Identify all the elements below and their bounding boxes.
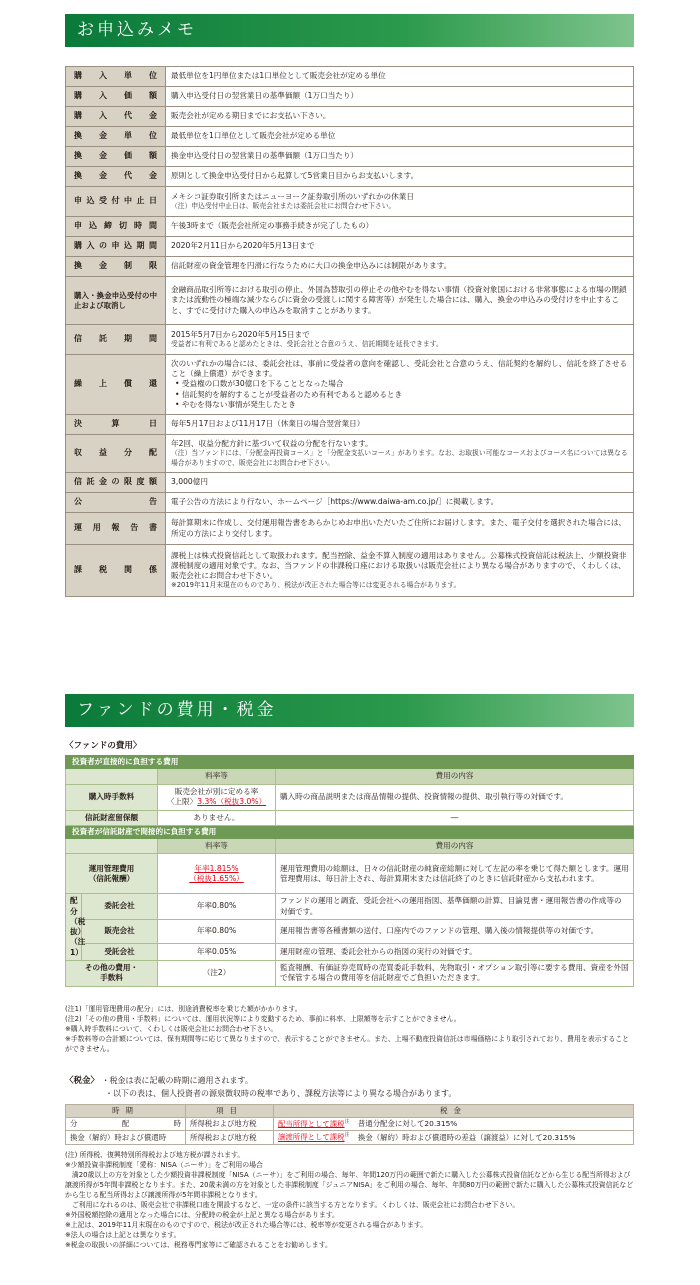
fee-col-content: 費用の内容 — [276, 769, 634, 784]
memo-row — [66, 435, 634, 473]
fee-other-rate: （注2） — [158, 960, 276, 986]
memo-row-value — [166, 435, 634, 473]
fee-purchase-label: 購入時手数料 — [66, 784, 158, 810]
fee-direct-header-row — [66, 756, 634, 769]
fee-col-header-row-2 — [66, 839, 634, 854]
memo-row-label: 課税関係 — [66, 545, 166, 597]
memo-row-label: 申込締切時間 — [66, 217, 166, 237]
fee-mgmt-rate-2: （税抜1.65%） — [189, 873, 244, 883]
fee-retention-content: ― — [276, 810, 634, 825]
memo-row — [66, 107, 634, 127]
memo-row-value — [166, 87, 634, 107]
memo-row-text: 購入申込受付日の翌営業日の基準価額（1万口当たり） — [171, 91, 359, 101]
fee-direct-header: 投資者が直接的に負担する費用 — [66, 756, 634, 769]
fee-indirect-header-row — [66, 825, 634, 838]
tax-note: ※法人の場合は上記とは異なります。 — [65, 1231, 181, 1239]
memo-row-note: （注）申込受付中止日は、販売会社または委託会社にお問合わせ下さい。 — [171, 202, 396, 211]
memo-row-value — [166, 237, 634, 257]
tax-row-1-kind: 譲渡所得として課税 — [278, 1132, 345, 1142]
memo-row — [66, 167, 634, 187]
fee-col-content-2: 費用の内容 — [276, 839, 634, 854]
memo-row — [66, 187, 634, 217]
memo-row-text: 次のいずれかの場合には、委託会社は、事前に受益者の意向を確認し、受託会社と合意のうえ、信託契約を解約し、信託を終了させること（繰上償還）ができます。 — [171, 358, 628, 379]
memo-row — [66, 217, 634, 237]
memo-row-text: 年2回、収益分配方針に基づいて収益の分配を行ないます。 — [171, 439, 373, 449]
tax-label: 〈税金〉 — [65, 1076, 100, 1086]
tax-row-1-item: 所得税および地方税 — [186, 1131, 274, 1144]
fee-alloc-0-content: ファンドの運用と調査、受託会社への運用指図、基準価額の計算、目論見書・運用報告書の作成等の対価です。 — [276, 894, 634, 920]
tax-note: ※少額投資非課税制度「愛称：NISA（ニーサ）」をご利用の場合 — [65, 1161, 263, 1169]
fee-purchase-rate-cap: 〈上限〉 — [166, 797, 198, 806]
memo-row-bullet: やむを得ない事情が発生したとき — [181, 399, 296, 409]
memo-row — [66, 67, 634, 87]
memo-row — [66, 513, 634, 545]
fee-alloc-2-label: 受託会社 — [82, 943, 158, 960]
memo-row — [66, 545, 634, 597]
memo-row-text: 販売会社が定める期日までにお支払い下さい。 — [171, 111, 331, 121]
memo-row-text: 2020年2月11日から2020年5月13日まで — [171, 241, 315, 251]
memo-row — [66, 237, 634, 257]
fee-alloc-row-2 — [66, 943, 634, 960]
fee-mgmt-label-1: 運用管理費用 — [88, 863, 135, 873]
memo-row-note: （注）当ファンドには、「分配金再投資コース」と「分配金支払いコース」があります。なお、お取扱い可能なコースおよびコース名については異なる場合がありますので、販売会社にお問合わせ下さい。 — [171, 449, 628, 467]
tax-row-1-tax — [274, 1131, 634, 1144]
fee-note: ※手数料等の合計額については、保有期間等に応じて異なりますので、表示することができません。また、上場不動産投資信託は市場価格により取引されており、費用を表示することができません。 — [65, 1035, 630, 1053]
tax-note: 満20歳以上の方を対象とした少額投資非課税制度「NISA（ニーサ）」をご利用の場合、毎年、年間120万円の範囲で新たに購入した公募株式投資信託などから生じる配当所得および譲渡所得が5年間非課税となります。また、20歳未満の方を対象とした非課税制度「ジュニアNISA」をご利用の場合、毎年、年間80万円の範囲で新たに購入した公募株式投資信託などから生じる配当所得および譲渡所得が5年間非課税となります。 — [65, 1171, 634, 1199]
memo-row-value — [166, 545, 634, 597]
tax-note: ※上記は、2019年11月末現在のものですので、税法が改正された場合等には、税率等が変更される場合があります。 — [65, 1221, 428, 1229]
memo-row-label: 公告 — [66, 493, 166, 513]
fee-mgmt-row — [66, 854, 634, 894]
tax-note: ご利用になれるのは、販売会社で非課税口座を開設するなど、一定の条件に該当する方となります。くわしくは、販売会社にお問合わせ下さい。 — [65, 1201, 520, 1209]
bullet-icon: • — [175, 399, 182, 409]
memo-row-value — [166, 473, 634, 493]
memo-row-value — [166, 147, 634, 167]
tax-row-1-mark: 注 — [344, 1132, 350, 1139]
memo-row-text: 2015年5月7日から2020年5月15日まで — [171, 329, 310, 339]
fee-alloc-1-label: 販売会社 — [82, 919, 158, 943]
memo-row — [66, 257, 634, 277]
memo-row — [66, 147, 634, 167]
memo-row-value — [166, 355, 634, 415]
fee-other-label-2: 手数料 — [100, 973, 123, 983]
fee-mgmt-label-2: （信託報酬） — [88, 873, 135, 883]
tax-h-tax: 税金 — [274, 1105, 634, 1118]
memo-row-label: 運用報告書 — [66, 513, 166, 545]
memo-title-banner — [65, 14, 634, 47]
memo-row — [66, 127, 634, 147]
memo-row — [66, 325, 634, 355]
fee-note: ※購入時手数料について、くわしくは販売会社にお問合わせ下さい。 — [65, 1025, 278, 1033]
memo-row-label: 購入代金 — [66, 107, 166, 127]
fee-alloc-0-label: 委託会社 — [82, 894, 158, 920]
memo-row-text: 信託財産の資金管理を円滑に行なうために大口の換金申込みには制限があります。 — [171, 261, 452, 271]
tax-row-1-period: 換金（解約）時および償還時 — [66, 1131, 186, 1144]
memo-row-note: ※2019年11月末現在のものであり、税法が改正された場合等には変更される場合があります。 — [171, 581, 461, 590]
memo-row-value — [166, 67, 634, 87]
memo-row-label: 購入価額 — [66, 87, 166, 107]
memo-row — [66, 277, 634, 325]
memo-row-note: 受益者に有利であると認めたときは、受託会社と合意のうえ、信託期間を延長できます。 — [171, 340, 443, 349]
fee-purchase-content: 購入時の商品説明または商品情報の提供、投資情報の提供、取引執行等の対価です。 — [276, 784, 634, 810]
memo-row-text: 換金申込受付日の翌営業日の基準価額（1万口当たり） — [171, 151, 359, 161]
tax-row-0-period: 分配時 — [66, 1117, 186, 1130]
memo-row-text: 原則として換金申込受付日から起算して5営業日目からお支払いします。 — [171, 171, 419, 181]
fee-note: (注2)「その他の費用・手数料」については、運用状況等により変動するため、事前に料率、上限額等を示すことができません。 — [65, 1015, 461, 1023]
tax-note: (注) 所得税、復興特別所得税および地方税が課されます。 — [65, 1151, 245, 1159]
memo-row — [66, 473, 634, 493]
memo-row-value — [166, 277, 634, 325]
memo-row-text: 電子公告の方法により行ない、ホームページ［https://www.daiwa-am.co.jp/］に掲載します。 — [171, 497, 499, 507]
fee-col-rate: 料率等 — [158, 769, 276, 784]
fee-alloc-2-content: 運用財産の管理、委託会社からの指図の実行の対価です。 — [276, 943, 634, 960]
fee-col-rate-2: 料率等 — [158, 839, 276, 854]
memo-row-text: 金融商品取引所等における取引の停止、外国為替取引の停止その他やむを得ない事情（投資対象国における非常事態による市場の閉鎖または流動性の極端な減少ならびに資金の受渡しに関する障害等）が発生した場合には、購入、換金の申込みの受付けを中止すること、すでに受付けた購入の申込みを取消すことがあります。 — [171, 285, 627, 315]
memo-row-text: 最低単位を1円単位または1口単位として販売会社が定める単位 — [171, 71, 386, 81]
memo-table — [65, 66, 634, 597]
memo-row-label: 収益分配 — [66, 435, 166, 473]
fee-purchase-rate-line1: 販売会社が別に定める率 — [174, 786, 259, 796]
memo-row — [66, 415, 634, 435]
fee-other-row — [66, 960, 634, 986]
memo-row-value — [166, 167, 634, 187]
fee-retention-row — [66, 810, 634, 825]
memo-row-label: 購入の申込期間 — [66, 237, 166, 257]
fee-col-header-row — [66, 769, 634, 784]
memo-row-label: 繰上償還 — [66, 355, 166, 415]
fee-title-banner — [65, 694, 634, 727]
fee-alloc-1-rate: 年率0.80% — [158, 919, 276, 943]
tax-table — [65, 1104, 634, 1145]
fee-mgmt-label — [66, 854, 158, 894]
memo-row-text: 毎年5月17日および11月17日（休業日の場合翌営業日） — [171, 419, 365, 429]
fee-mgmt-rate — [158, 854, 276, 894]
memo-row-bullet: 信託契約を解約することが受益者のため有利であると認めるとき — [181, 389, 403, 399]
tax-row — [66, 1117, 634, 1130]
memo-row-text: 3,000億円 — [171, 477, 208, 487]
memo-row-value — [166, 513, 634, 545]
fee-purchase-rate — [158, 784, 276, 810]
tax-line-2: ・以下の表は、個人投資者の源泉徴収時の税率であり、課税方法等により異なる場合があります。 — [105, 1088, 457, 1098]
memo-row-label: 信託金の限度額 — [66, 473, 166, 493]
tax-row-1-rate: 換金（解約）時および償還時の差益（譲渡益）に対して20.315% — [357, 1132, 576, 1142]
memo-row-text: 最低単位を1口単位として販売会社が定める単位 — [171, 131, 336, 141]
memo-row-label: 換金代金 — [66, 167, 166, 187]
memo-row-label: 換金単位 — [66, 127, 166, 147]
fee-alloc-row-1 — [66, 919, 634, 943]
tax-row-0-item: 所得税および地方税 — [186, 1117, 274, 1130]
fee-other-label — [66, 960, 158, 986]
tax-note: ※外国税額控除の適用となった場合には、分配時の税金が上記と異なる場合があります。 — [65, 1211, 339, 1219]
fee-other-label-1: その他の費用・ — [84, 963, 139, 972]
fee-note: (注1)「運用管理費用の配分」には、別途消費税率を乗じた額がかかります。 — [65, 1005, 302, 1013]
tax-line-1: ・税金は表に記載の時期に適用されます。 — [101, 1076, 253, 1085]
memo-row — [66, 87, 634, 107]
memo-row-value — [166, 107, 634, 127]
memo-row-label: 申込受付中止日 — [66, 187, 166, 217]
memo-row-value — [166, 415, 634, 435]
memo-row-value — [166, 187, 634, 217]
memo-row-label: 購入単位 — [66, 67, 166, 87]
memo-row-value — [166, 257, 634, 277]
fee-indirect-header: 投資者が信託財産で間接的に負担する費用 — [66, 825, 634, 838]
memo-row-label: 決算日 — [66, 415, 166, 435]
fee-mgmt-rate-1: 年率1.815% — [194, 863, 239, 873]
memo-row-value — [166, 493, 634, 513]
tax-h-period: 時期 — [66, 1105, 186, 1118]
memo-row-text: メキシコ証券取引所またはニューヨーク証券取引所のいずれかの休業日 — [171, 191, 414, 201]
memo-row — [66, 355, 634, 415]
memo-row-value — [166, 325, 634, 355]
tax-heading — [65, 1075, 456, 1100]
fee-mgmt-content: 運用管理費用の総額は、日々の信託財産の純資産総額に対して左記の率を乗じて得た額とします。運用管理費用は、毎日計上され、毎計算期末または信託終了のときに信託財産から支払われます。 — [276, 854, 634, 894]
tax-note: ※税金の取扱いの詳細については、税務専門家等にご確認されることをお勧めします。 — [65, 1241, 332, 1249]
bullet-icon: • — [175, 389, 182, 399]
fee-table — [65, 755, 634, 987]
memo-row-text: 課税上は株式投資信託として取扱われます。配当控除、益金不算入制度の適用はありません。公募株式投資信託は税法上、少額投資非課税制度の適用対象です。なお、当ファンドの非課税口座における取扱いは販売会社により異なる場合がありますので、くわしくは、販売会社にお問合わせ下さい。 — [171, 550, 627, 581]
memo-row-label: 購入・換金申込受付の中止および取消し — [66, 277, 166, 325]
memo-row-text: 毎計算期末に作成し、交付運用報告書をあらかじめお申出いただいたご住所にお届けします。また、電子交付を選択された場合には、所定の方法により交付します。 — [171, 518, 627, 538]
fee-notes — [65, 1004, 634, 1054]
fee-purchase-rate-value: 3.3%（税抜3.0%） — [197, 797, 267, 806]
tax-row-0-rate: 普通分配金に対して20.315% — [357, 1119, 458, 1129]
tax-h-item: 項目 — [186, 1105, 274, 1118]
fee-alloc-row-0 — [66, 894, 634, 920]
fee-alloc-0-rate: 年率0.80% — [158, 894, 276, 920]
memo-title: お申込みメモ — [77, 20, 197, 40]
fee-retention-rate: ありません。 — [158, 810, 276, 825]
memo-row-value — [166, 217, 634, 237]
tax-row-0-tax — [274, 1117, 634, 1130]
memo-row-label: 信託期間 — [66, 325, 166, 355]
fee-purchase-row — [66, 784, 634, 810]
tax-row — [66, 1131, 634, 1144]
fee-other-content: 監査報酬、有価証券売買時の売買委託手数料、先物取引・オプション取引等に要する費用、資産を外国で保管する場合の費用等を信託財産でご負担いただきます。 — [276, 960, 634, 986]
fee-subtitle: 〈ファンドの費用〉 — [65, 741, 142, 751]
memo-row-bullet: 受益権の口数が30億口を下ることとなった場合 — [181, 379, 344, 389]
bullet-icon: • — [175, 379, 182, 389]
fee-title: ファンドの費用・税金 — [77, 700, 277, 720]
tax-notes — [65, 1150, 634, 1250]
memo-row-text: 午後3時まで（販売会社所定の事務手続きが完了したもの） — [171, 221, 374, 231]
fee-alloc-1-content: 運用報告書等各種書類の送付、口座内でのファンドの管理、購入後の情報提供等の対価です。 — [276, 919, 634, 943]
fee-alloc-label: 配分（税抜）（注1） — [66, 894, 82, 961]
fee-retention-label: 信託財産留保額 — [66, 810, 158, 825]
tax-row-0-mark: 注 — [344, 1118, 350, 1125]
tax-header-row — [66, 1105, 634, 1118]
memo-row-label: 換金制限 — [66, 257, 166, 277]
fee-alloc-2-rate: 年率0.05% — [158, 943, 276, 960]
tax-row-0-kind: 配当所得として課税 — [278, 1119, 345, 1129]
memo-row-value — [166, 127, 634, 147]
memo-row — [66, 493, 634, 513]
memo-row-label: 換金価額 — [66, 147, 166, 167]
